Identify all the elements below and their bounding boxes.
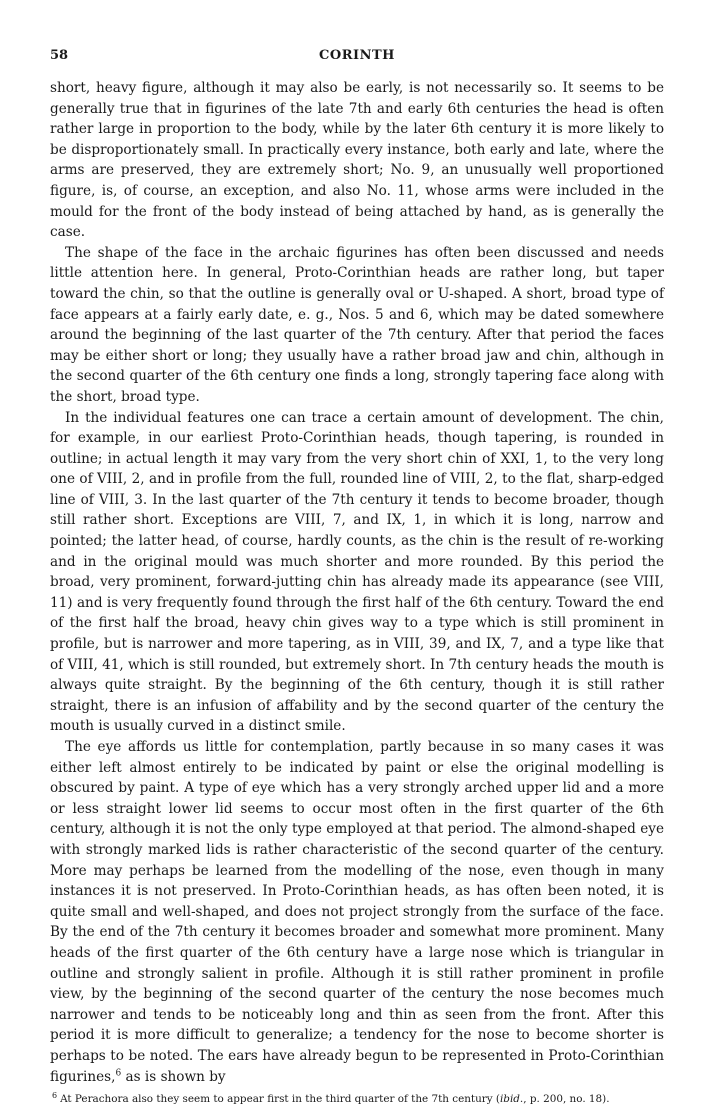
page-number: 58 (50, 48, 69, 63)
footnote-mark: 6 (52, 1090, 58, 1100)
paragraph-text-end: as is shown by (121, 1068, 226, 1085)
footnote-text-end: , p. 200, no. 18). (523, 1093, 610, 1106)
running-title: CORINTH (319, 48, 395, 63)
paragraph-eye-nose-ears (50, 737, 664, 1087)
paragraph-individual-features: In the individual features one can trace a certain amount of development. The chin, for example, in our earliest Proto-Corinthian heads, though tapering, is rounded in outline; in actual length it may vary from the very short chin of XXI, 1, to the very long one of VIII, 2, and in profile from the full, rounded line of VIII, 2, to the flat, sharp-edged line of VIII, 3. In the last quarter of the 7th century it tends to become broader, though still rather short. Exceptions are VIII, 7, and IX, 1, in which it is long, narrow and pointed; the latter head, of course, hardly counts, as the chin is the result of re-working and in the original mould was much shorter and more rounded. By this period the broad, very prominent, forward-jutting chin has already made its appearance (see VIII, 11) and is very frequently found through the first half of the 6th century. Toward the end of the first half the broad, heavy chin gives way to a type which is still prominent in profile, but is narrower and more tapering, as in VIII, 39, and IX, 7, and a type like that of VIII, 41, which is still rounded, but extremely short. In 7th century heads the mouth is always quite straight. By the beginning of the 6th century, though it is still rather straight, there is an infusion of affability and by the second quarter of the century the mouth is usually curved in a distinct smile. (50, 409, 664, 735)
paragraph-text: The eye affords us little for contemplation, partly because in so many cases it was either left almost entirely to be indicated by paint or else the original modelling is obscured by paint. A type of eye which has a very strongly arched upper lid and a more or less straight lower lid seems to occur most often in the first quarter of the 6th century, although it is not the only type employed at that period. The almond-shaped eye with strongly marked lids is rather characteristic of the second quarter of the century. More may perhaps be learned from the modelling of the nose, even though in many instances it is not preserved. In Proto-Corinthian heads, as has often been noted, it is quite small and well-shaped, and does not project strongly from the surface of the face. By the end of the 7th century it becomes broader and somewhat more prominent. Many heads of the first quarter of the 6th century have a large nose which is triangular in outline and strongly salient in profile. Although it is still rather prominent in profile view, by the beginning of the second quarter of the century the nose becomes much narrower and tends to be noticeably long and thin as seen from the front. After this period it is more difficult to generalize; a tendency for the nose to become shorter is perhaps to be noted. The ears have already begun to be represented in Proto-Corinthian figurines, (50, 739, 664, 1085)
paragraph-continued: short, heavy figure, although it may also be early, is not necessarily so. It seems to be generally true that in figurines of the late 7th and early 6th centuries the head is often rather large in proportion to the body, while by the later 6th century it is more likely to be disproportionately small. In practically every instance, both early and late, where the arms are preserved, they are extremely short; No. 9, an unusually well proportioned figure, is, of course, an exception, and also No. 11, whose arms were included in the mould for the front of the body instead of being attached by hand, as is generally the case. (50, 80, 664, 241)
footnote-italic: ibid. (499, 1093, 524, 1106)
footnote-text: At Perachora also they seem to appear first in the third quarter of the 7th century ( (60, 1093, 500, 1106)
body-text (50, 78, 664, 1087)
running-head (50, 48, 664, 70)
document-page (50, 48, 664, 1106)
footnote (50, 1092, 664, 1106)
paragraph-face-shape: The shape of the face in the archaic figurines has often been discussed and needs little attention here. In general, Proto-Corinthian heads are rather long, but taper toward the chin, so that the outline is generally oval or U-shaped. A short, broad type of face appears at a fairly early date, e. g., Nos. 5 and 6, which may be dated somewhere around the beginning of the last quarter of the 7th century. After that period the faces may be either short or long; they usually have a rather broad jaw and chin, although in the second quarter of the 6th century one finds a long, strongly tapering face along with the short, broad type. (50, 244, 664, 405)
footnote-reference[interactable]: 6 (115, 1067, 122, 1078)
